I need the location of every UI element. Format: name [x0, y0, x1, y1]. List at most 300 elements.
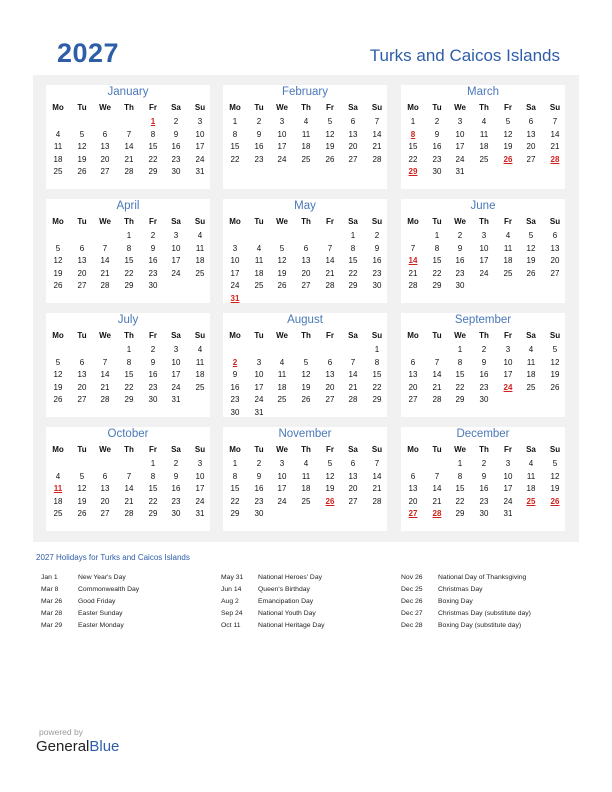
calendar-day: 11	[195, 357, 205, 367]
calendar-day: 3	[173, 231, 179, 240]
weekday-header: Fr	[326, 445, 334, 454]
calendar-day: 16	[230, 382, 240, 392]
calendar-day: 1	[150, 459, 156, 468]
calendar-day: 14	[325, 256, 335, 266]
calendar-day: 26	[277, 281, 287, 291]
calendar-day: 17	[479, 256, 489, 266]
weekday-header: We	[454, 445, 466, 454]
holiday-date: Mar 29	[41, 622, 63, 629]
calendar-day: 7	[350, 357, 356, 367]
calendar-day: 13	[77, 370, 87, 380]
calendar-day: 20	[526, 142, 536, 152]
weekday-header: Sa	[171, 103, 181, 112]
calendar-day: 18	[195, 256, 205, 266]
calendar-day: 23	[455, 268, 465, 278]
calendar-day: 7	[102, 243, 108, 253]
calendar-day: 27	[100, 509, 110, 519]
month-august	[223, 313, 387, 417]
calendar-day: 11	[479, 129, 489, 139]
weekday-header: We	[454, 331, 466, 340]
calendar-day: 11	[503, 243, 513, 253]
holiday-day: 27	[408, 509, 418, 519]
calendar-day: 17	[171, 256, 181, 266]
weekday-header: We	[276, 331, 288, 340]
calendar-day: 10	[195, 471, 205, 481]
calendar-day: 2	[150, 231, 156, 240]
holiday-day: 1	[150, 117, 156, 126]
holiday-date: Dec 27	[401, 610, 423, 617]
calendar-day: 5	[505, 117, 511, 126]
calendar-day: 13	[100, 484, 110, 494]
month-may	[223, 199, 387, 303]
month-name: July	[117, 314, 139, 326]
calendar-day: 23	[171, 154, 181, 164]
holiday-date: May 31	[221, 574, 244, 581]
calendar-day: 7	[327, 243, 333, 253]
calendar-day: 18	[503, 256, 513, 266]
calendar-day: 11	[526, 471, 536, 481]
calendar-day: 29	[124, 281, 134, 291]
calendar-day: 3	[505, 459, 511, 468]
calendar-day: 10	[195, 129, 205, 139]
calendar-day: 5	[79, 129, 85, 139]
calendar-day: 16	[148, 370, 158, 380]
year-title: 2027	[57, 38, 120, 68]
calendar-day: 19	[53, 382, 63, 392]
calendar-day: 8	[232, 129, 238, 139]
weekday-header: Su	[549, 103, 561, 112]
calendar-day: 7	[374, 117, 380, 126]
calendar-day: 3	[197, 459, 203, 468]
calendar-day: 23	[479, 496, 489, 506]
month-march	[401, 85, 565, 189]
calendar-day: 1	[232, 117, 238, 126]
weekday-header: Tu	[254, 445, 264, 454]
holiday-name: Boxing Day (substitute day)	[438, 622, 522, 629]
calendar-day: 1	[410, 117, 416, 126]
calendar-day: 30	[455, 281, 465, 291]
weekday-header: Mo	[229, 217, 241, 226]
calendar-day: 9	[256, 471, 262, 481]
calendar-day: 1	[350, 231, 356, 240]
calendar-day: 8	[350, 243, 356, 253]
holiday-name: Emancipation Day	[258, 598, 314, 605]
calendar-day: 25	[53, 167, 63, 177]
calendar-day: 12	[77, 142, 87, 152]
calendar-day: 22	[408, 154, 418, 164]
calendar-day: 9	[457, 243, 463, 253]
calendar-day: 20	[100, 496, 110, 506]
calendar-day: 11	[53, 142, 63, 152]
calendar-day: 30	[479, 509, 489, 519]
calendar-day: 25	[53, 509, 63, 519]
calendar-day: 23	[479, 382, 489, 392]
brand-blue: Blue	[89, 738, 120, 755]
weekday-header: Th	[301, 445, 311, 454]
calendar-day: 25	[195, 382, 205, 392]
calendar-day: 20	[348, 142, 358, 152]
holiday-day: 14	[408, 256, 418, 266]
calendar-day: 4	[197, 345, 203, 354]
month-name: May	[294, 200, 316, 212]
calendar-day: 29	[148, 509, 158, 519]
weekday-header: Tu	[254, 331, 264, 340]
calendar-day: 22	[230, 496, 240, 506]
weekday-header: Su	[549, 217, 561, 226]
weekday-header: Fr	[149, 103, 157, 112]
calendar-day: 6	[528, 117, 534, 126]
calendar-day: 29	[372, 395, 382, 405]
country-title: Turks and Caicos Islands	[369, 46, 560, 65]
calendar-day: 21	[372, 484, 382, 494]
calendar-day: 17	[277, 484, 287, 494]
holiday-day: 31	[230, 294, 240, 303]
calendar-day: 2	[256, 459, 262, 468]
holiday-day: 2	[232, 357, 238, 367]
calendar-day: 23	[254, 496, 264, 506]
calendar-day: 16	[171, 142, 181, 152]
weekday-header: Sa	[171, 331, 181, 340]
holiday-day: 24	[503, 382, 513, 392]
calendar-day: 1	[126, 345, 132, 354]
holiday-name: National Heritage Day	[258, 622, 325, 629]
calendar-day: 22	[432, 268, 442, 278]
calendar-day: 16	[455, 256, 465, 266]
month-name: March	[467, 86, 499, 98]
calendar-day: 7	[374, 459, 380, 468]
calendar-day: 20	[348, 484, 358, 494]
calendar-day: 20	[408, 496, 418, 506]
calendar-day: 8	[457, 357, 463, 367]
calendar-day: 8	[150, 129, 156, 139]
month-name: October	[107, 428, 149, 440]
calendar-day: 11	[254, 256, 264, 266]
weekday-header: Mo	[407, 331, 419, 340]
calendar-day: 15	[124, 256, 134, 266]
calendar-day: 18	[301, 484, 311, 494]
calendar-day: 13	[550, 243, 560, 253]
calendar-day: 16	[479, 484, 489, 494]
calendar-day: 18	[526, 484, 536, 494]
calendar-day: 9	[232, 370, 238, 380]
calendar-day: 22	[455, 496, 465, 506]
calendar-day: 6	[327, 357, 333, 367]
calendar-day: 3	[232, 243, 238, 253]
calendar-day: 18	[526, 370, 536, 380]
calendar-day: 15	[230, 142, 240, 152]
calendar-day: 19	[77, 154, 87, 164]
calendar-day: 6	[552, 231, 558, 240]
calendar-day: 31	[254, 408, 264, 417]
weekday-header: Su	[371, 331, 383, 340]
calendar-day: 4	[55, 471, 61, 481]
calendar-day: 12	[53, 256, 63, 266]
weekday-header: Fr	[149, 217, 157, 226]
holidays-title: 2027 Holidays for Turks and Caicos Islands	[36, 553, 190, 562]
calendar-day: 12	[550, 357, 560, 367]
weekday-header: Mo	[407, 445, 419, 454]
calendar-day: 4	[528, 459, 534, 468]
calendar-day: 4	[197, 231, 203, 240]
calendar-day: 25	[301, 496, 311, 506]
brand-general: General	[36, 738, 90, 755]
calendar-day: 30	[230, 408, 240, 417]
weekday-header: We	[99, 331, 111, 340]
weekday-header: Tu	[432, 217, 442, 226]
calendar-day: 6	[79, 357, 85, 367]
calendar-day: 3	[256, 357, 262, 367]
calendar-day: 2	[434, 117, 440, 126]
month-september	[401, 313, 565, 417]
weekday-header: Sa	[171, 217, 181, 226]
holiday-date: Mar 8	[41, 586, 59, 593]
calendar-day: 12	[77, 484, 87, 494]
month-january	[46, 85, 210, 189]
weekday-header: We	[276, 217, 288, 226]
calendar-day: 9	[481, 471, 487, 481]
weekday-header: Tu	[432, 103, 442, 112]
calendar-day: 4	[55, 129, 61, 139]
holiday-name: National Day of Thanksgiving	[438, 574, 527, 581]
calendar-day: 22	[148, 154, 158, 164]
calendar-day: 2	[173, 117, 179, 126]
weekday-header: Sa	[526, 445, 536, 454]
weekday-header: Th	[301, 331, 311, 340]
calendar-day: 10	[455, 129, 465, 139]
holiday-name: Commonwealth Day	[78, 586, 140, 593]
calendar-day: 24	[254, 395, 264, 405]
calendar-day: 19	[325, 142, 335, 152]
weekday-header: Su	[371, 103, 383, 112]
calendar-day: 27	[325, 395, 335, 405]
powered-by-text: powered by	[39, 727, 83, 737]
calendar-day: 21	[124, 496, 134, 506]
holiday-name: Christmas Day (substitute day)	[438, 610, 531, 617]
calendar-day: 14	[100, 256, 110, 266]
calendar-day: 6	[410, 471, 416, 481]
calendar-day: 15	[455, 484, 465, 494]
weekday-header: Fr	[326, 331, 334, 340]
weekday-header: Su	[194, 331, 206, 340]
calendar-day: 6	[350, 117, 356, 126]
calendar-day: 1	[126, 231, 132, 240]
calendar-day: 22	[230, 154, 240, 164]
calendar-day: 12	[325, 471, 335, 481]
calendar-day: 23	[372, 268, 382, 278]
calendar-day: 24	[479, 268, 489, 278]
calendar-day: 14	[432, 484, 442, 494]
weekday-header: Su	[549, 331, 561, 340]
holiday-date: Jan 1	[41, 574, 58, 581]
calendar-day: 25	[301, 154, 311, 164]
calendar-day: 6	[102, 471, 108, 481]
calendar-day: 27	[550, 268, 560, 278]
calendar-day: 1	[434, 231, 440, 240]
calendar-day: 29	[124, 395, 134, 405]
calendar-day: 15	[372, 370, 382, 380]
calendar-day: 4	[279, 357, 285, 367]
weekday-header: Fr	[504, 331, 512, 340]
weekday-header: Mo	[407, 217, 419, 226]
calendar-day: 30	[432, 167, 442, 177]
calendar-day: 23	[171, 496, 181, 506]
calendar-day: 12	[325, 129, 335, 139]
weekday-header: Mo	[52, 445, 64, 454]
calendar-day: 3	[197, 117, 203, 126]
calendar-day: 28	[372, 154, 382, 164]
calendar-day: 13	[408, 370, 418, 380]
holiday-day: 28	[550, 154, 560, 164]
weekday-header: Mo	[229, 445, 241, 454]
calendar-day: 19	[277, 268, 287, 278]
calendar-day: 8	[434, 243, 440, 253]
calendar-day: 6	[410, 357, 416, 367]
calendar-day: 29	[148, 167, 158, 177]
calendar-day: 16	[254, 484, 264, 494]
calendar-day: 31	[455, 167, 465, 177]
calendar-day: 19	[503, 142, 513, 152]
calendar-day: 27	[408, 395, 418, 405]
calendar-day: 2	[481, 459, 487, 468]
calendar-day: 10	[171, 243, 181, 253]
weekday-header: Fr	[149, 331, 157, 340]
calendar-day: 4	[528, 345, 534, 354]
calendar-day: 22	[124, 382, 134, 392]
calendar-day: 24	[230, 281, 240, 291]
calendar-day: 30	[479, 395, 489, 405]
holiday-date: Mar 28	[41, 610, 63, 617]
weekday-header: Sa	[348, 445, 358, 454]
month-february	[223, 85, 387, 189]
calendar-day: 5	[79, 471, 85, 481]
calendar-day: 11	[301, 129, 311, 139]
calendar-day: 11	[195, 243, 205, 253]
calendar-day: 8	[457, 471, 463, 481]
calendar-day: 10	[171, 357, 181, 367]
month-name: April	[116, 200, 140, 212]
holiday-date: Aug 2	[221, 598, 239, 605]
calendar-day: 5	[55, 243, 61, 253]
weekday-header: Su	[371, 445, 383, 454]
calendar-day: 3	[481, 231, 487, 240]
weekday-header: Su	[194, 103, 206, 112]
month-november	[223, 427, 387, 531]
calendar-day: 18	[53, 154, 63, 164]
weekday-header: Th	[479, 217, 489, 226]
calendar-day: 24	[277, 496, 287, 506]
calendar-day: 4	[505, 231, 511, 240]
calendar-day: 18	[254, 268, 264, 278]
calendar-day: 20	[100, 154, 110, 164]
calendar-day: 6	[79, 243, 85, 253]
calendar-day: 26	[550, 382, 560, 392]
holiday-day: 8	[410, 129, 416, 139]
calendar-day: 25	[254, 281, 264, 291]
calendar-day: 9	[374, 243, 380, 253]
holiday-date: Dec 25	[401, 586, 423, 593]
weekday-header: Sa	[348, 103, 358, 112]
month-october	[46, 427, 210, 531]
calendar-day: 14	[372, 471, 382, 481]
calendar-day: 27	[301, 281, 311, 291]
calendar-day: 14	[100, 370, 110, 380]
calendar-day: 12	[277, 256, 287, 266]
calendar-day: 22	[455, 382, 465, 392]
calendar-day: 5	[327, 459, 333, 468]
weekday-header: Fr	[149, 445, 157, 454]
calendar-day: 4	[303, 459, 309, 468]
calendar-day: 16	[432, 142, 442, 152]
weekday-header: We	[276, 103, 288, 112]
month-name: November	[278, 428, 332, 440]
calendar-day: 12	[526, 243, 536, 253]
calendar-day: 13	[348, 471, 358, 481]
calendar-day: 28	[348, 395, 358, 405]
calendar-day: 10	[277, 471, 287, 481]
calendar-day: 13	[100, 142, 110, 152]
calendar-day: 28	[100, 281, 110, 291]
calendar-day: 26	[77, 167, 87, 177]
calendar-day: 30	[171, 509, 181, 519]
generalblue-logo	[36, 738, 119, 755]
calendar-day: 6	[303, 243, 309, 253]
weekday-header: Tu	[77, 331, 87, 340]
calendar-day: 29	[230, 509, 240, 519]
calendar-day: 31	[195, 509, 205, 519]
holiday-name: Easter Sunday	[78, 610, 123, 617]
calendar-day: 14	[124, 142, 134, 152]
calendar-day: 24	[455, 154, 465, 164]
calendar-day: 18	[195, 370, 205, 380]
calendar-day: 17	[171, 370, 181, 380]
calendar-day: 15	[455, 370, 465, 380]
calendar-day: 10	[230, 256, 240, 266]
calendar-day: 25	[195, 268, 205, 278]
month-name: February	[281, 86, 329, 98]
weekday-header: Th	[124, 445, 134, 454]
calendar-day: 29	[432, 281, 442, 291]
calendar-day: 3	[173, 345, 179, 354]
calendar-day: 20	[325, 382, 335, 392]
calendar-day: 3	[505, 345, 511, 354]
calendar-day: 20	[550, 256, 560, 266]
calendar-day: 28	[124, 509, 134, 519]
calendar-day: 21	[124, 154, 134, 164]
weekday-header: Mo	[52, 217, 64, 226]
holiday-day: 28	[432, 509, 442, 519]
calendar-day: 28	[432, 395, 442, 405]
calendar-day: 6	[102, 129, 108, 139]
calendar-day: 31	[503, 509, 513, 519]
holiday-day: 29	[408, 167, 418, 177]
holiday-date: Nov 26	[401, 574, 423, 581]
calendar-day: 28	[408, 281, 418, 291]
calendar-day: 7	[552, 117, 558, 126]
weekday-header: Th	[124, 103, 134, 112]
holiday-date: Sep 24	[221, 610, 243, 617]
calendar-day: 9	[256, 129, 262, 139]
calendar-day: 15	[124, 370, 134, 380]
calendar-day: 14	[432, 370, 442, 380]
calendar-day: 24	[171, 268, 181, 278]
calendar-day: 29	[455, 509, 465, 519]
weekday-header: Th	[479, 331, 489, 340]
weekday-header: Th	[124, 217, 134, 226]
calendar-day: 1	[374, 345, 380, 354]
calendar-day: 29	[455, 395, 465, 405]
calendar-day: 23	[432, 154, 442, 164]
calendar-day: 25	[479, 154, 489, 164]
